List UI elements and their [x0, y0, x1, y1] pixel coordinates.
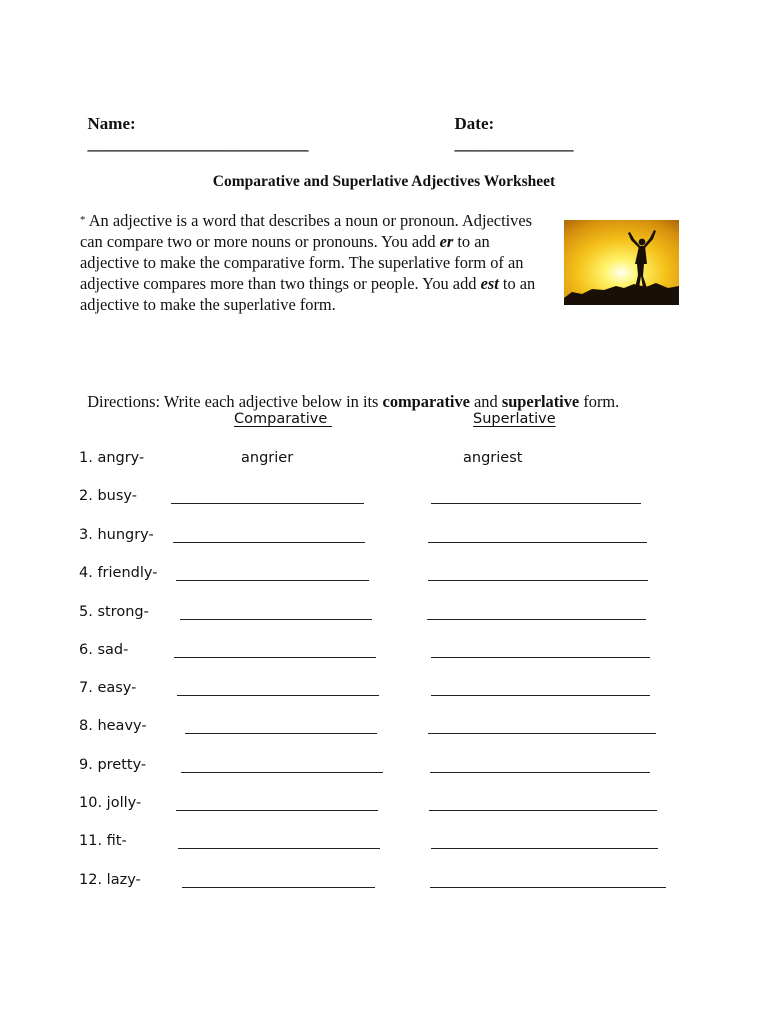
date-blank[interactable]: ______________: [454, 134, 574, 153]
item-label: 6. sad-: [79, 642, 129, 658]
item-label: 10. jolly-: [79, 795, 142, 811]
superlative-answer-blank[interactable]: [429, 810, 657, 811]
comparative-answer-blank[interactable]: [176, 810, 378, 811]
superlative-answer-blank[interactable]: [431, 848, 658, 849]
worksheet-title: Comparative and Superlative Adjectives Worksheet: [212, 173, 556, 190]
comparative-answer-blank[interactable]: [171, 503, 364, 504]
item-label: 1. angry-: [79, 450, 145, 466]
comparative-answer-blank[interactable]: [178, 848, 380, 849]
comparative-answer-blank[interactable]: [177, 695, 379, 696]
superlative-answer-blank[interactable]: [428, 733, 656, 734]
superlative-answer-blank[interactable]: [427, 619, 646, 620]
item-label: 12. lazy-: [79, 872, 141, 888]
name-blank[interactable]: __________________________: [87, 134, 309, 153]
comparative-answer-blank[interactable]: [176, 580, 369, 581]
asterisk: *: [80, 214, 86, 226]
comparative-column-header: Comparative: [234, 411, 332, 427]
er-suffix: er: [439, 232, 454, 251]
directions-superlative: superlative: [501, 392, 580, 411]
item-label: 5. strong-: [79, 604, 149, 620]
comparative-answer-blank[interactable]: [182, 887, 375, 888]
comparative-answer-blank[interactable]: [181, 772, 383, 773]
comparative-answer: angrier: [241, 450, 294, 466]
item-label: 7. easy-: [79, 680, 137, 696]
superlative-answer-blank[interactable]: [428, 542, 647, 543]
item-label: 2. busy-: [79, 488, 137, 504]
item-label: 11. fit-: [79, 833, 127, 849]
silhouette-photo: [564, 220, 679, 305]
item-label: 8. heavy-: [79, 718, 147, 734]
superlative-column-header: Superlative: [473, 411, 556, 427]
item-label: 9. pretty-: [79, 757, 147, 773]
superlative-answer-blank[interactable]: [430, 887, 666, 888]
superlative-answer-blank[interactable]: [431, 657, 650, 658]
intro-paragraph: * An adjective is a word that describes a noun or pronoun. Adjectives can compare two or more nouns or pronouns. You add er to an adjective to make the comparative form. The superlative form of an adjective compares more than two things or people. You add est to an adjective to make the superlative form.: [80, 211, 536, 314]
directions-comparative: comparative: [382, 392, 470, 411]
superlative-answer-blank[interactable]: [430, 772, 650, 773]
comparative-answer-blank[interactable]: [185, 733, 377, 734]
directions: Directions: Write each adjective below in its comparative and superlative form.: [87, 392, 620, 411]
name-label: Name:: [87, 114, 136, 133]
date-label: Date:: [454, 114, 495, 133]
superlative-answer-blank[interactable]: [428, 580, 648, 581]
superlative-answer-blank[interactable]: [431, 695, 650, 696]
superlative-answer-blank[interactable]: [431, 503, 641, 504]
comparative-answer-blank[interactable]: [174, 657, 376, 658]
item-label: 3. hungry-: [79, 527, 154, 543]
comparative-answer-blank[interactable]: [180, 619, 372, 620]
superlative-answer: angriest: [463, 450, 523, 466]
comparative-answer-blank[interactable]: [173, 542, 365, 543]
est-suffix: est: [480, 274, 499, 293]
item-label: 4. friendly-: [79, 565, 158, 581]
